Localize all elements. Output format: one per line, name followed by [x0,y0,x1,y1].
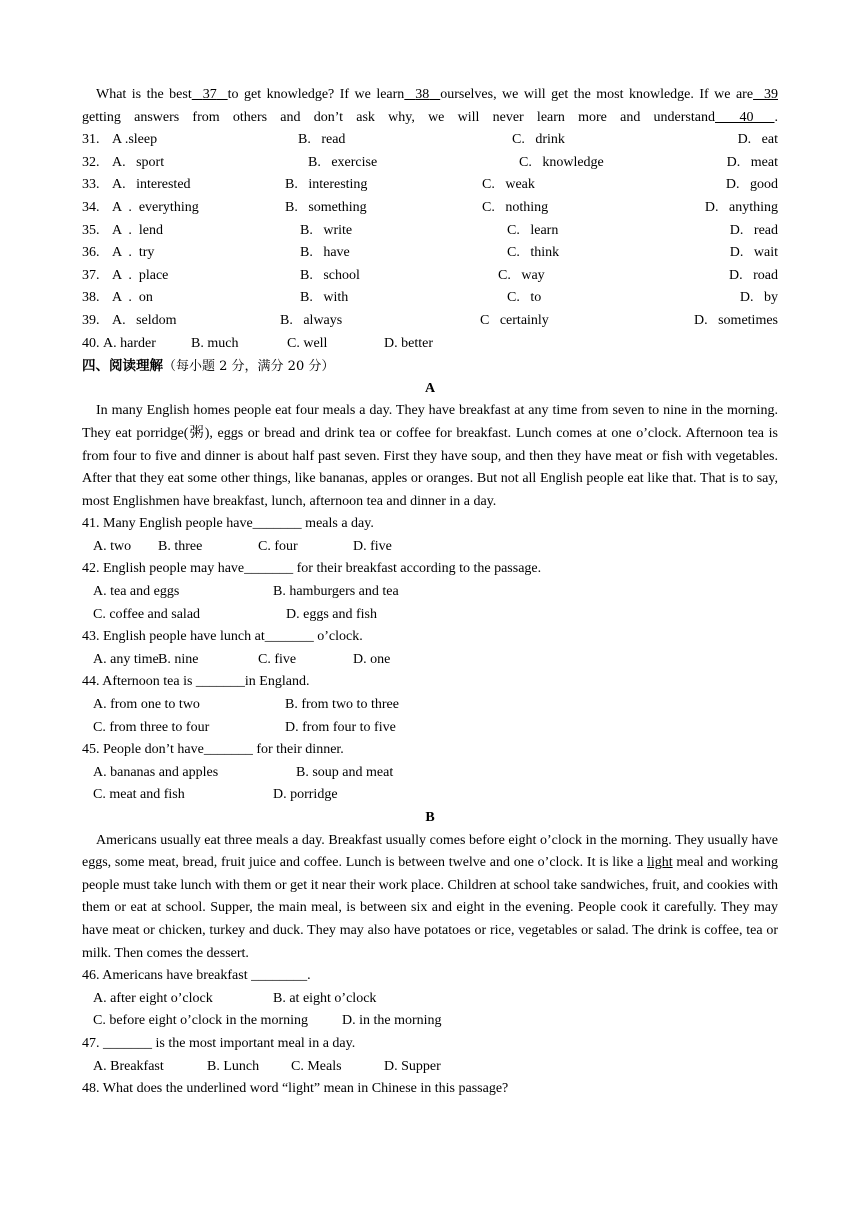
question-options [82,581,778,604]
cloze-option-row: 37. A . place B. school C. way D. road [82,267,778,283]
question-options [82,1056,778,1079]
question-stem: 43. English people have lunch at_______ o’clock. [82,629,363,645]
question-stem: 44. Afternoon tea is _______in England. [82,674,310,690]
answer-option[interactable]: C. Meals [291,1058,342,1074]
answer-option[interactable]: D. one [353,651,391,667]
question-options [82,1010,778,1033]
cloze-option-row: 39. A. seldom B. always C certainly D. sometimes [82,312,778,328]
cloze-text: What is the best [96,87,192,102]
answer-option[interactable]: B. hamburgers and tea [273,584,399,600]
answer-option[interactable]: B. three [158,538,203,554]
cloze-option-row: 36. A . try B. have C. think D. wait [82,245,778,261]
passage-a-label: A [424,380,436,396]
cloze-option-row: 35. A . lend B. write C. learn D. read [82,222,778,238]
cloze-text: to get knowledge? If we learn [227,87,405,102]
cloze-option-row: 38. A . on B. with C. to D. by [82,290,778,306]
answer-option[interactable]: A. tea and eggs [93,584,180,600]
question-options [82,604,778,627]
answer-option[interactable]: D. eggs and fish [286,606,377,622]
answer-option[interactable]: B. at eight o’clock [273,990,377,1006]
answer-option[interactable]: D. five [353,538,392,554]
answer-option[interactable]: D. in the morning [342,1013,442,1029]
answer-option[interactable]: C. before eight o’clock in the morning [93,1013,308,1029]
section-heading: 四、阅读理解（每小题 2 分，满分 20 分） [82,358,335,375]
answer-option[interactable]: D. Supper [384,1058,441,1074]
question-40: 40. A. harder B. much C. well D. better [82,335,433,351]
passage-a-text: In many English homes people eat four meals a day. They have breakfast at any time from seven to nine in the morning. They eat porridge(粥), eggs or bread and drink tea or coffee for breakfast. Lunch comes at one o’clock. Afternoon tea is from four to five and dinner is about half past seven. First they have soup, and then they have meat or fish with vegetables. After that they eat some other things, like bananas, apples or oranges. But not all English people eat like that. That is to say, most Englishmen have breakfast, lunch, afternoon tea and dinner in a day. [82,403,778,509]
answer-option[interactable]: D. from four to five [285,719,396,735]
cloze-option-row: 33. A. interested B. interesting C. weak D. good [82,177,778,193]
cloze-options [82,129,778,332]
cloze-text: ourselves, we will get the most knowledge. If we are [440,87,754,102]
cloze-line-1 [82,84,778,107]
answer-option[interactable]: C. five [258,651,297,667]
answer-option[interactable]: A. after eight o’clock [93,990,213,1006]
cloze-text: getting answers from others and don’t ask why, we will never learn more and understand [82,109,715,125]
cloze-blank-38: 38 [415,87,430,102]
cloze-blank-40: 40 [739,109,754,125]
cloze-option-row: 34. A . everything B. something C. nothing D. anything [82,199,778,215]
cloze-line-2: getting answers from others and don’t ask why, we will never learn more and understand 40 . [82,107,778,130]
question-stem: 41. Many English people have_______ meals a day. [82,516,374,532]
answer-option[interactable]: A. any time [93,651,159,667]
underlined-word-light: light [646,855,673,871]
answer-option[interactable]: B. nine [158,651,199,667]
question-options [82,988,778,1011]
question-stem: 47. _______ is the most important meal in a day. [82,1035,356,1051]
question-stem: 48. What does the underlined word “light” mean in Chinese in this passage? [82,1081,509,1097]
passage-b-label: B [425,810,435,825]
cloze-blank-37: 37 [202,87,217,102]
cloze-option-row: 31. A .sleep B. read C. drink D. eat [82,132,778,148]
question-options [82,649,778,672]
answer-option[interactable]: B. soup and meat [296,764,394,780]
question-options [82,536,778,559]
question-options [82,694,778,717]
question-stem: 45. People don’t have_______ for their dinner. [82,742,344,758]
question-options [82,717,778,740]
question-options [82,784,778,807]
answer-option[interactable]: A. from one to two [93,697,200,713]
answer-option[interactable]: B. from two to three [285,697,399,713]
question-stem: 46. Americans have breakfast ________. [82,968,311,984]
answer-option[interactable]: A. bananas and apples [93,764,219,780]
answer-option[interactable]: C. meat and fish [93,787,185,803]
cloze-blank-39: 39 [764,87,779,102]
exam-page [82,84,778,1101]
answer-option[interactable]: C. four [258,538,298,554]
question-stem: 42. English people may have_______ for their breakfast according to the passage. [82,561,542,577]
answer-option[interactable]: A. Breakfast [93,1058,164,1074]
answer-option[interactable]: B. Lunch [207,1058,260,1074]
cloze-option-row: 32. A. sport B. exercise C. knowledge D. meat [82,154,778,170]
passage-b-text: Americans usually eat three meals a day. Breakfast usually comes before eight o’clock in the morning. They usually have eggs, some meat, bread, fruit juice and coffee. Lunch is between twelve and one o’clock. It is like a light meal and working people must take lunch with them or get it near their work place. Children at school take sandwiches, fruit, and cookies with them or eat at school. Supper, the main meal, is between six and eight in the evening. People cook it carefully. They may have meat or chicken, turkey and duck. They may also have potatoes or rice, vegetables or salad. The drink is coffee, tea or milk. Then comes the dessert. [82,832,778,961]
answer-option[interactable]: C. from three to four [93,719,210,735]
questions-a [82,513,778,807]
answer-option[interactable]: D. porridge [273,787,338,803]
question-options [82,762,778,785]
answer-option[interactable]: C. coffee and salad [93,606,201,622]
questions-b [82,965,778,1101]
answer-option[interactable]: A. two [93,538,132,554]
